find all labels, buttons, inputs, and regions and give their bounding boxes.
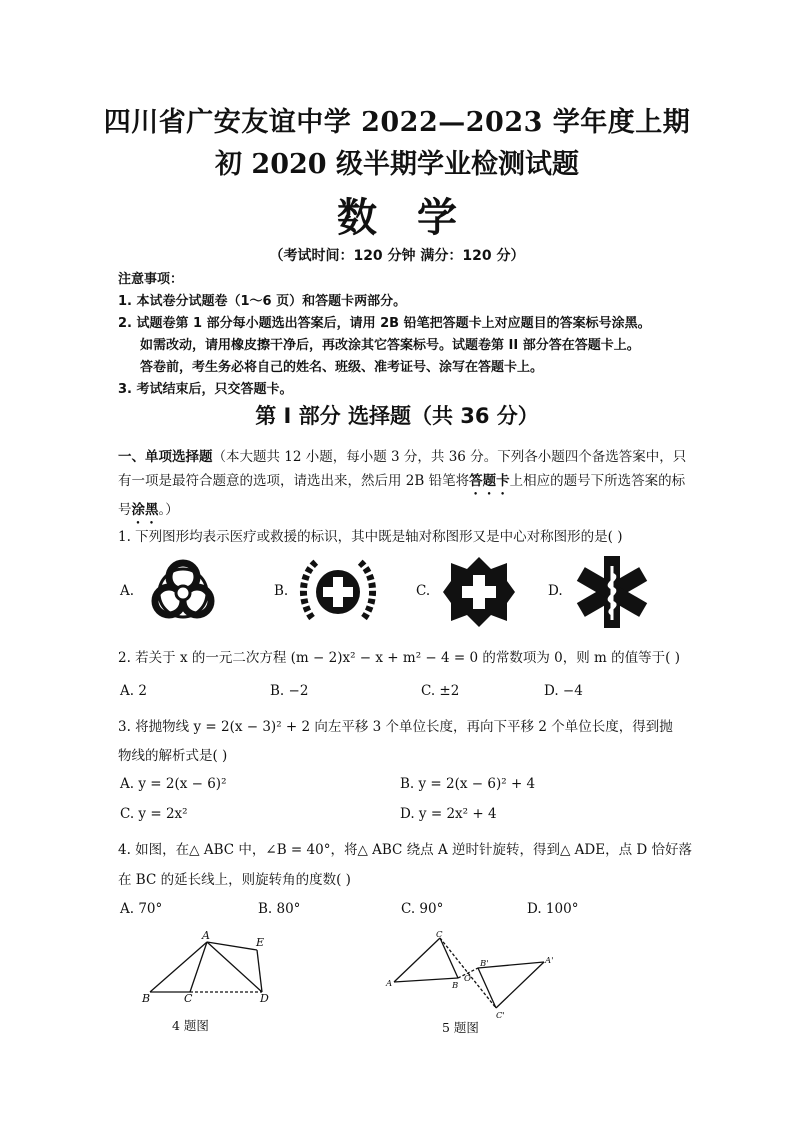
notice-item: 3. 考试结束后，只交答题卡。 (118, 382, 293, 397)
q2-option-c[interactable]: C. ±2 (421, 683, 460, 699)
cross-badge-icon (441, 555, 517, 629)
fig5-label-b-prime: B' (480, 959, 489, 969)
q1-option-b[interactable]: B. (274, 583, 289, 599)
fig5-label-a: A (386, 979, 393, 989)
q3-option-c[interactable]: C. y = 2x² (120, 806, 188, 822)
question-4-line-2: 在 BC 的延长线上，则旋转角的度数( ) (118, 872, 351, 888)
section-emphasis: 答题卡 (469, 473, 510, 489)
exam-info: （考试时间：120 分钟 满分：120 分） (269, 248, 525, 264)
q3-option-a[interactable]: A. y = 2(x − 6)² (120, 776, 227, 792)
question-3-line-1: 3. 将抛物线 y = 2(x − 3)² + 2 向左平移 3 个单位长度，再向下平移 2 个单位长度，得到抛 (118, 719, 673, 735)
section-text: 。） (158, 502, 179, 518)
fig4-label-a: A (202, 929, 210, 942)
fig4-label-e: E (256, 936, 265, 949)
q4-option-c[interactable]: C. 90° (401, 901, 444, 917)
school-title: 四川省广安友谊中学 2022—2023 学年度上期 (103, 107, 691, 138)
fig5-label-c-prime: C' (496, 1011, 505, 1020)
section-text: 上相应的题号下所选答案的标号 (118, 473, 686, 518)
question-1: 1. 下列图形均表示医疗或救援的标识，其中既是轴对称图形又是中心对称图形的是( ) (118, 529, 623, 545)
notice-item: 答卷前，考生务必将自己的姓名、班级、准考证号、涂写在答题卡上。 (140, 360, 544, 375)
figure-5-caption: 5 题图 (442, 1020, 479, 1035)
question-2: 2. 若关于 x 的一元二次方程 (m − 2)x² − x + m² − 4 = 0 的常数项为 0，则 m 的值等于( ) (118, 650, 680, 666)
fig4-label-b: B (142, 992, 151, 1005)
part-title: 第 I 部分 选择题（共 36 分） (255, 404, 539, 428)
q1-option-a[interactable]: A. (120, 583, 135, 599)
fig5-label-b: B (452, 981, 459, 991)
figure-4-diagram (138, 928, 283, 1008)
q4-option-d[interactable]: D. 100° (527, 901, 579, 917)
notice-item: 2. 试题卷第 1 部分每小题选出答案后，请用 2B 铅笔把答题卡上对应题目的答案标号涂黑。 (118, 316, 651, 331)
exam-title: 初 2020 级半期学业检测试题 (215, 149, 579, 180)
fig4-label-d: D (260, 992, 269, 1005)
section-description (118, 445, 688, 527)
q2-option-d[interactable]: D. −4 (544, 683, 583, 699)
q1-option-d[interactable]: D. (548, 583, 563, 599)
section-emphasis: 涂黑 (131, 502, 159, 518)
subject-title: 数学 (337, 194, 497, 241)
question-3-line-2: 物线的解析式是( ) (118, 748, 228, 764)
star-of-life-icon (572, 552, 652, 632)
figure-5-diagram (384, 930, 564, 1020)
fig5-label-o: O (464, 974, 471, 984)
question-4-line-1: 4. 如图，在△ ABC 中，∠B = 40°，将△ ABC 绕点 A 逆时针旋转，得到△ ADE，点 D 恰好落 (118, 842, 692, 858)
q3-option-b[interactable]: B. y = 2(x − 6)² + 4 (400, 776, 536, 792)
fig4-label-c: C (184, 992, 193, 1005)
notice-item: 1. 本试卷分试题卷（1～6 页）和答题卡两部分。 (118, 294, 407, 309)
q4-option-a[interactable]: A. 70° (120, 901, 163, 917)
figure-4-caption: 4 题图 (172, 1018, 209, 1033)
biohazard-icon (145, 553, 221, 629)
red-cross-wreath-icon (298, 552, 378, 632)
notice-item: 如需改动，请用橡皮擦干净后，再改涂其它答案标号。试题卷第 II 部分答在答题卡上。 (140, 338, 640, 353)
q3-option-d[interactable]: D. y = 2x² + 4 (400, 806, 497, 822)
q2-option-b[interactable]: B. −2 (270, 683, 309, 699)
q1-option-c[interactable]: C. (416, 583, 431, 599)
section-label: 一、单项选择题 (118, 449, 213, 465)
q2-option-a[interactable]: A. 2 (120, 683, 147, 699)
section-text: （本大题共 12 小题，每小题 3 分，共 36 分。下列各小题四个备选答案中，只有一项是最符合题意的选项，请选出来，然后用 2B 铅笔将 (118, 449, 687, 489)
fig5-label-a-prime: A' (545, 956, 554, 966)
fig5-label-c: C (436, 930, 443, 940)
notice-title: 注意事项： (118, 272, 184, 287)
q4-option-b[interactable]: B. 80° (258, 901, 301, 917)
